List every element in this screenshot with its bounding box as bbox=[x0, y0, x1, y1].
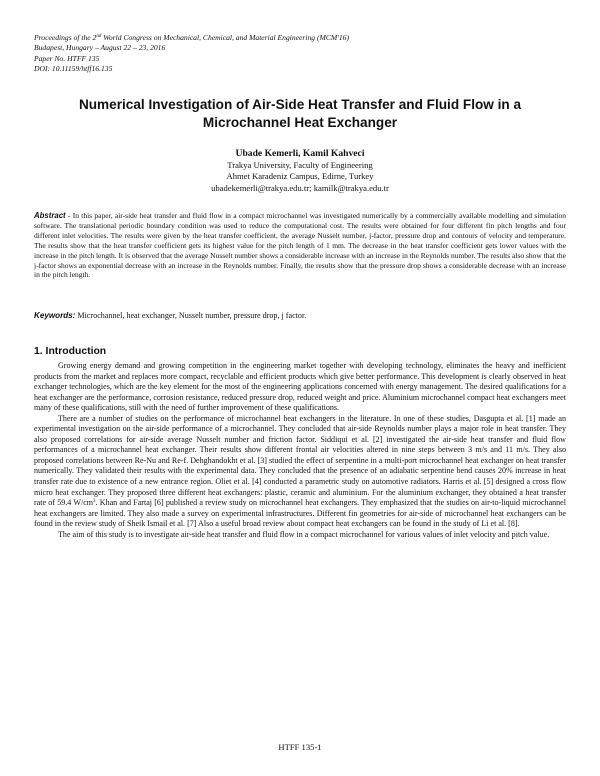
conference-location-line: Budapest, Hungary – August 22 – 23, 2016 bbox=[34, 43, 166, 53]
proceedings-line: Proceedings of the 2nd World Congress on Mechanical, Chemical, and Material Engineering (MCM'16) bbox=[34, 33, 349, 42]
abstract-label: Abstract bbox=[34, 211, 66, 220]
page-footer: HTFF 135-1 bbox=[278, 742, 322, 752]
proceedings-header bbox=[34, 33, 574, 74]
paper-number-line: Paper No. HTFF 135 bbox=[34, 53, 100, 63]
abstract bbox=[34, 211, 566, 280]
section-heading-introduction: 1. Introduction bbox=[34, 346, 107, 357]
intro-paragraph-3: The aim of this study is to investigate air-side heat transfer and fluid flow in a compact microchannel for various values of inlet velocity and pitch value. bbox=[58, 529, 550, 539]
author-address: Ahmet Karadeniz Campus, Edirne, Turkey bbox=[226, 171, 374, 182]
abstract-text: - In this paper, air-side heat transfer and fluid flow in a compact microchannel was investigated numerically by a commercially available modelling and simulation software. The translational periodic boundary condition was used to reduce the computational cost. The results were obtained for four different fin pitch lengths and four different inlet velocities. The results were given by the heat transfer coefficient, the average Nusselt number, j-factor, pressure drop and contours of velocity and temperature. The results show that the heat transfer coefficient gets its highest value for the pitch length of 1 mm. The decrease in the heat transfer coefficient gets lower values with the increase in the pitch length. It is observed that the average Nusselt number shows a considerable increase with an increase in the Reynolds number. The results also show that the j-factor shows an exponential decrease with an increase in the Reynolds number. Finally, the results show that the pressure drop shows a considerable decrease with an increase in the pitch length. bbox=[34, 211, 567, 280]
doi-line: DOI: 10.11159/htff16.135 bbox=[34, 63, 113, 73]
keywords-text: Microchannel, heat exchanger, Nusselt number, pressure drop, j factor. bbox=[75, 311, 307, 320]
intro-paragraph-2: There are a number of studies on the performance of microchannel heat exchangers in the literature. In one of these studies, Dasgupta et al. [1] made an experimental investigation on the air-side performance of a microchannel. They concluded that air-side Reynolds number plays a major role in heat transfer. They also proposed correlations for air-side average Nusselt number and friction factor. Siddiqui et al. [2] investigated the air-side heat transfer and fluid flow performances of a microchannel heat exchanger. Their results show different frontal air velocities altered in nine steps between 3 m/s and 11 m/s. They also proposed correlations between Re-Nu and Re-f. Dehghandokht et al. [3] studied the effect of serpentine in a multi-port microchannel heat exchanger on heat transfer numerically. They validated their results with the experimental data. They concluded that the presence of an adiabatic serpentine bend causes 20% increase in heat transfer rate due to existence of a new entrance region. Oliet et al. [4] conducted a parametric study on automotive radiators. Harris et al. [5] designed a cross flow micro heat exchanger. They proposed three different heat exchangers: plastic, ceramic and aluminium. For the aluminium exchanger, they obtained a heat transfer rate of 59.4 $W/cm^3$. Khan and Fartaj [6] published a review study on microchannel heat exchangers. They emphasized that the studies on air-to-liquid microchannel heat exchangers are limited. They also made a survey on experimental infrastructures. Different fin geometries for air-side of microchannel heat exchangers can be found in the review study of Sheik Ismail et al. [7] Also a useful broad review about compact heat exchangers can be found in the study of Li et al. [8]. bbox=[34, 413, 566, 529]
keywords bbox=[34, 311, 566, 321]
author-affiliation: Trakya University, Faculty of Engineering bbox=[227, 160, 373, 171]
keywords-label: Keywords: bbox=[34, 311, 76, 320]
paper-title: Numerical Investigation of Air-Side Heat Transfer and Fluid Flow in a Microchannel Heat Exchanger bbox=[78, 97, 522, 130]
intro-paragraph-1: Growing energy demand and growing competition in the engineering market together with developing technology, eliminates the heavy and inefficient products from the market and replaces more compact, recyclable and efficient products which give better performance. This development is clearly observed in heat exchanger technologies, which are the key element for the most of the engineering applications concerned with energy management. The desired qualifications for a heat exchanger are the performance, corrosion resistance, reduced pressure drop, reduced weight and price. Aluminium microchannel compact heat exchangers meet many of these qualifications, still with the need of further improvement of these qualifications. bbox=[34, 361, 566, 413]
author-names: Ubade Kemerli, Kamil Kahveci bbox=[235, 148, 365, 159]
introduction-body bbox=[34, 361, 566, 540]
author-emails: ubadekemerli@trakya.edu.tr; kamilk@trakya.edu.tr bbox=[211, 182, 389, 193]
author-block bbox=[60, 148, 540, 194]
